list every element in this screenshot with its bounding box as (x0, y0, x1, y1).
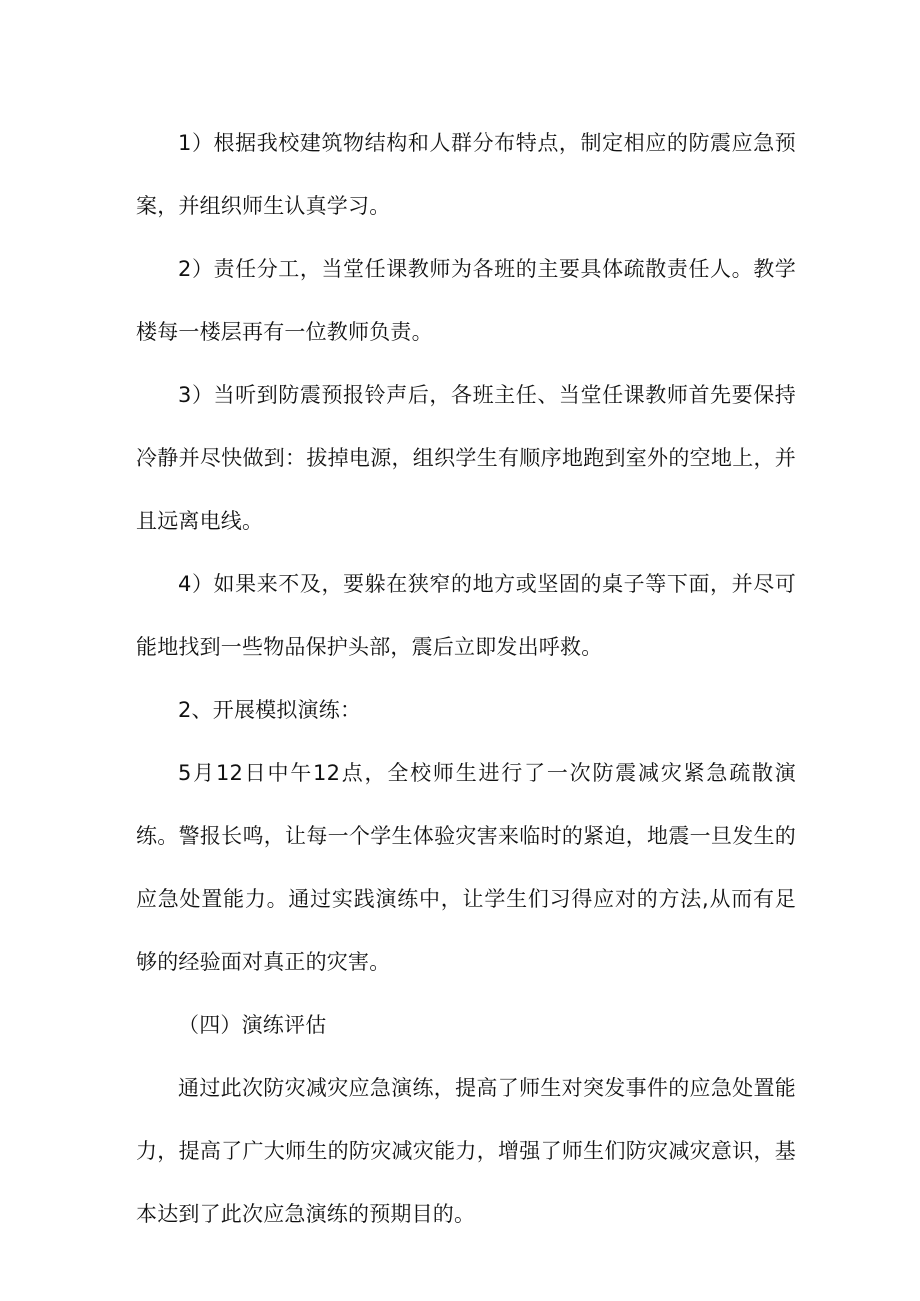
paragraph-evaluation: 通过此次防灾减灾应急演练，提高了师生对突发事件的应急处置能力，提高了广大师生的防灾减灾能力，增强了师生们防灾减灾意识，基本达到了此次应急演练的预期目的。 (136, 1076, 796, 1226)
section-heading-drill: 2、开展模拟演练： (178, 698, 362, 722)
section-heading-evaluation: （四）演练评估 (178, 1013, 327, 1037)
paragraph-measure-4: 4）如果来不及，要躲在狭窄的地方或坚固的桌子等下面，并尽可能地找到一些物品保护头部，震后立即发出呼救。 (136, 572, 796, 659)
paragraph-measure-3: 3）当听到防震预报铃声后，各班主任、当堂任课教师首先要保持冷静并尽快做到：拔掉电源，组织学生有顺序地跑到室外的空地上，并且远离电线。 (136, 383, 796, 533)
paragraph-measure-2: 2）责任分工，当堂任课教师为各班的主要具体疏散责任人。教学楼每一楼层再有一位教师负责。 (136, 257, 796, 344)
document-body (136, 112, 796, 1246)
paragraph-measure-1: 1）根据我校建筑物结构和人群分布特点，制定相应的防震应急预案，并组织师生认真学习。 (136, 131, 796, 218)
paragraph-drill-description: 5月12日中午12点，全校师生进行了一次防震减灾紧急疏散演练。警报长鸣，让每一个学生体验灾害来临时的紧迫，地震一旦发生的应急处置能力。通过实践演练中，让学生们习得应对的方法,从而有足够的经验面对真正的灾害。 (136, 761, 796, 974)
